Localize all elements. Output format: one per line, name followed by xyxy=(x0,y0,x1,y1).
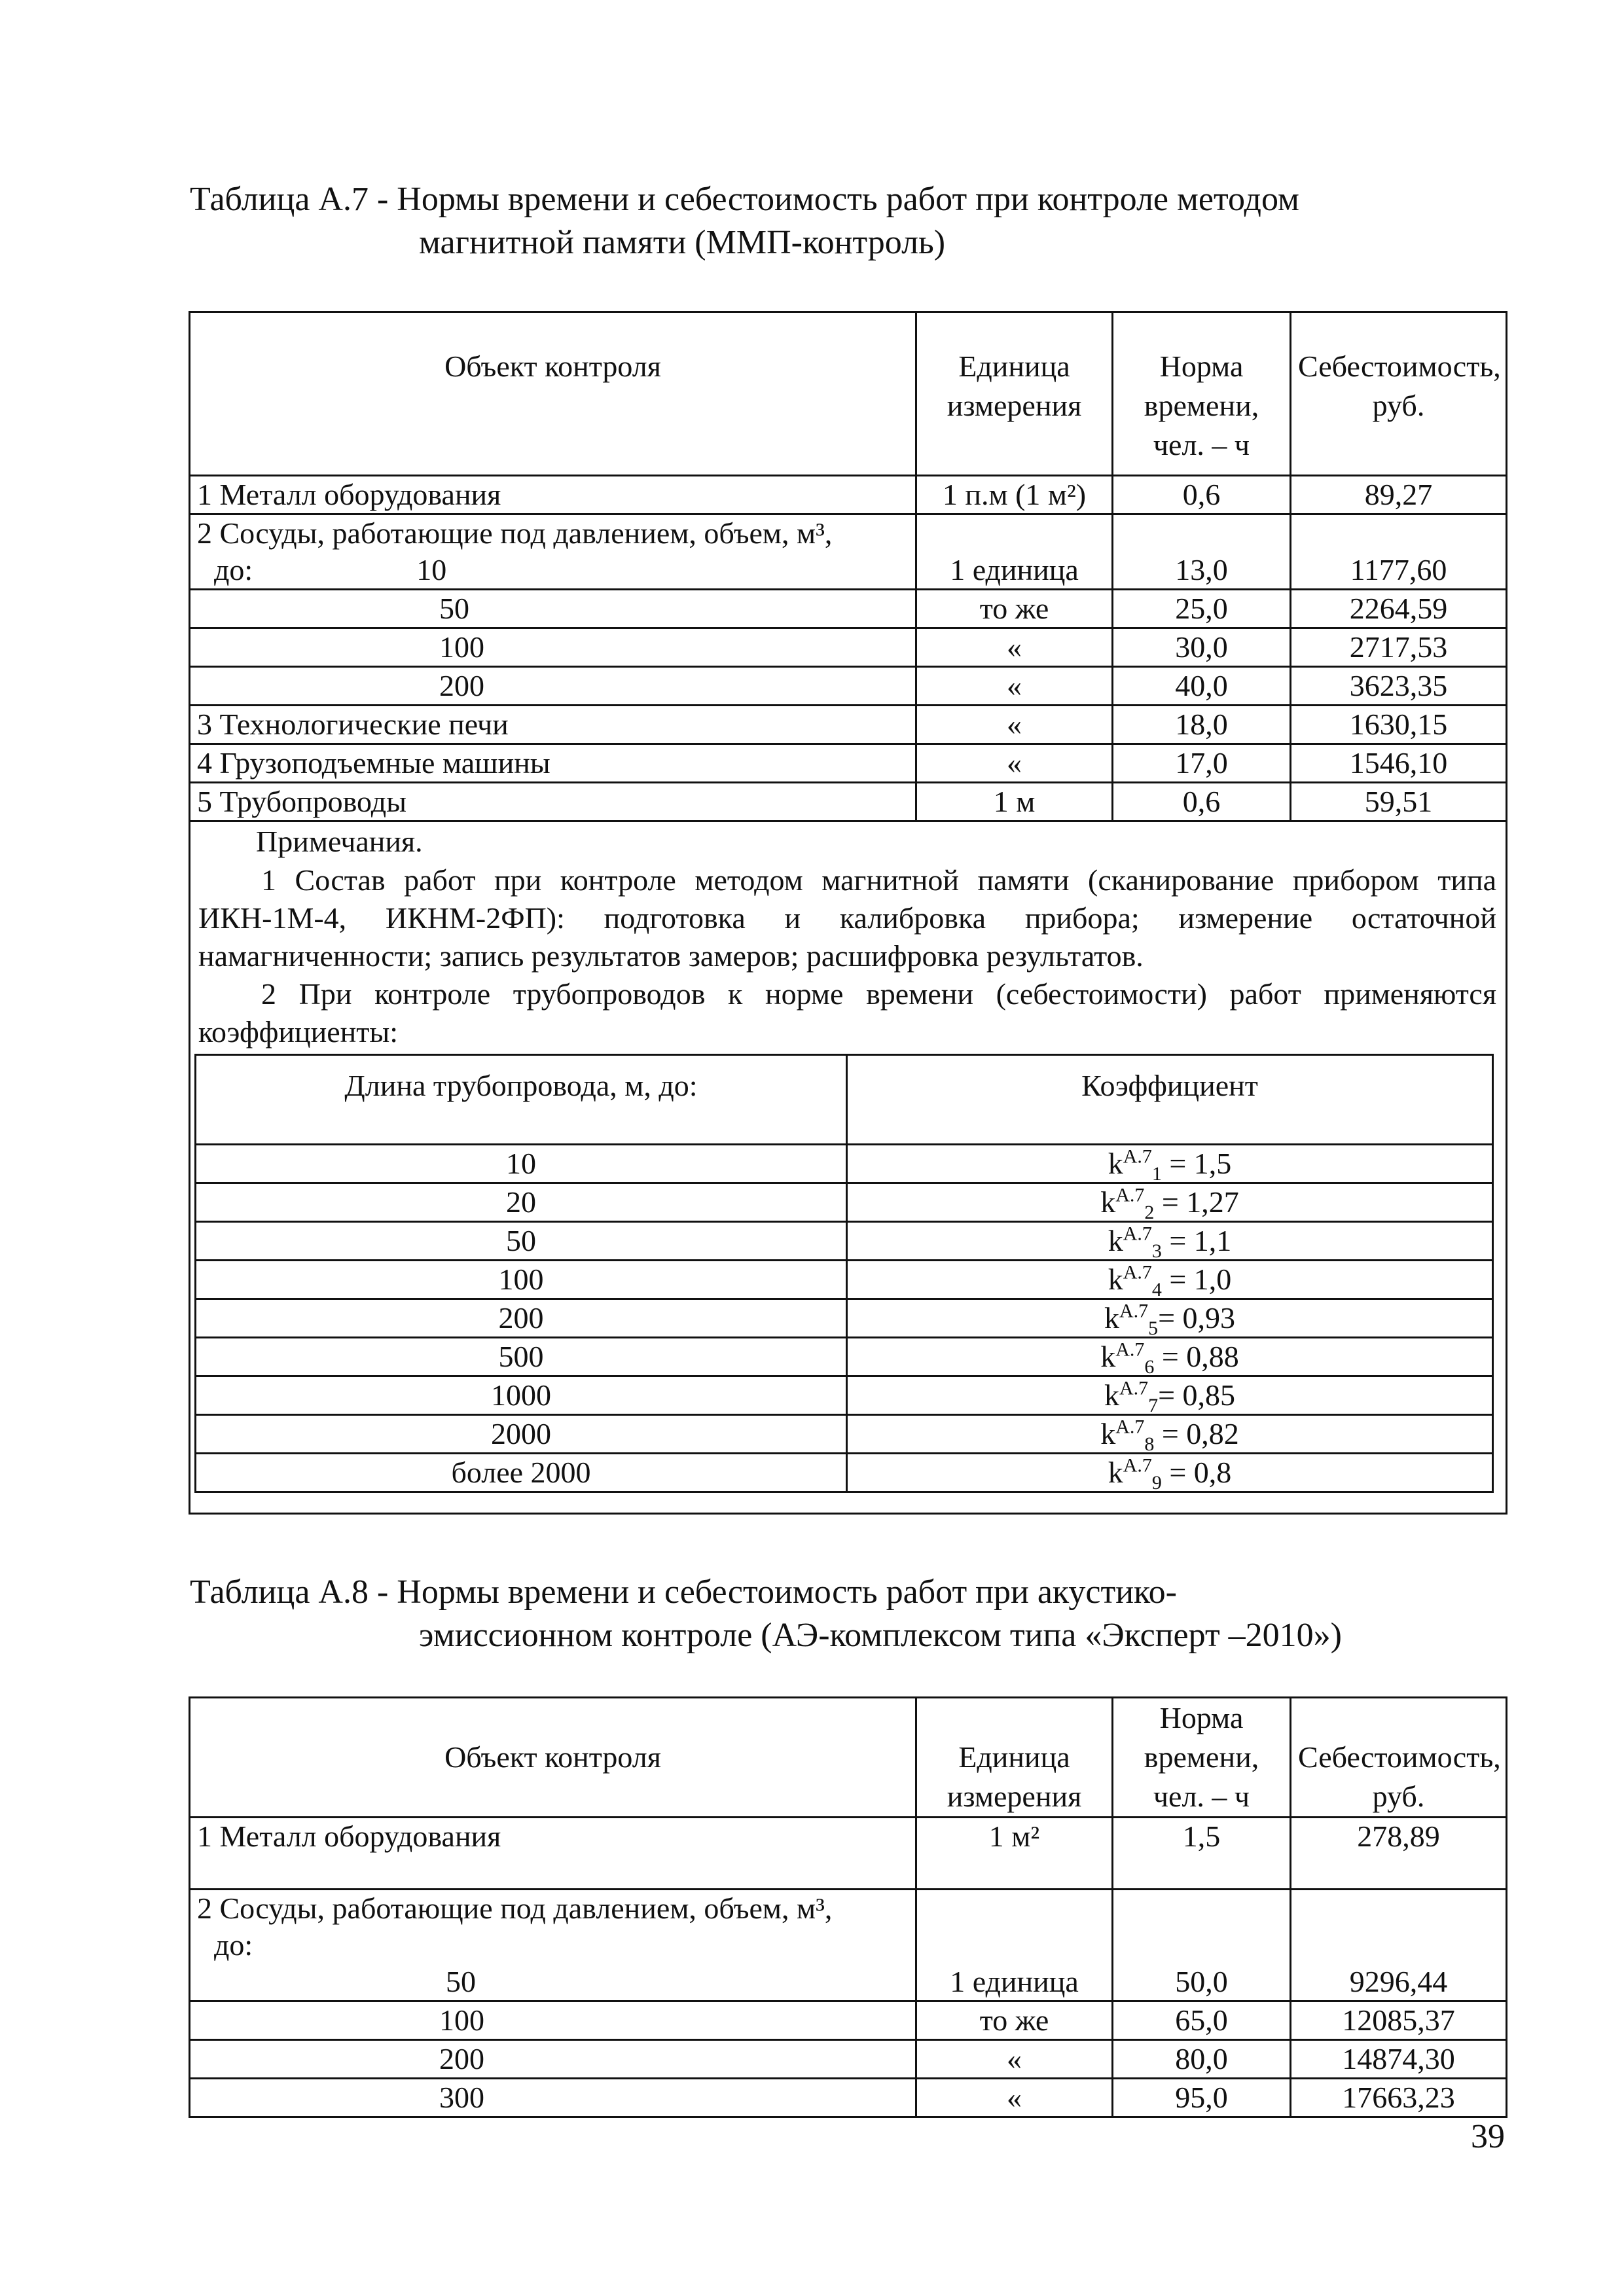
coef-number: = 0,88 xyxy=(1154,1340,1239,1373)
vessel-volume: 10 xyxy=(416,553,447,586)
coef-value xyxy=(847,1376,1493,1415)
coef-value xyxy=(847,1338,1493,1376)
row-norm: 17,0 xyxy=(1113,744,1291,783)
row-unit: « xyxy=(916,628,1113,667)
coef-number: = 0,85 xyxy=(1158,1378,1236,1412)
coefficient-table xyxy=(194,1054,1494,1493)
table7-header-unit: Единица измерения xyxy=(916,312,1113,476)
row-cost: 2717,53 xyxy=(1291,628,1507,667)
vessel-volume: 50 xyxy=(446,1965,476,1998)
row-unit: 1 м xyxy=(916,783,1113,821)
row-cost: 1546,10 xyxy=(1291,744,1507,783)
notes-title: Примечания. xyxy=(256,825,423,858)
table8-header-object: Объект контроля xyxy=(190,1698,916,1818)
coef-superscript: А.7 xyxy=(1123,1223,1152,1245)
table-row xyxy=(190,1890,1507,2001)
table8-header-norm: Норма времени, чел. – ч xyxy=(1113,1698,1291,1818)
coef-k: k xyxy=(1108,1147,1123,1180)
table-row xyxy=(190,706,1507,744)
row-unit: « xyxy=(916,667,1113,706)
row-unit: то же xyxy=(916,590,1113,628)
coef-k: k xyxy=(1108,1263,1123,1296)
vessel-volume: 100 xyxy=(190,628,916,667)
row-object-name: 5 Трубопроводы xyxy=(190,783,916,821)
coef-row xyxy=(196,1222,1493,1261)
row-norm: 80,0 xyxy=(1113,2040,1291,2079)
vessels-label: 2 Сосуды, работающие под давлением, объем, м³, xyxy=(197,1892,833,1925)
coef-subscript: 7 xyxy=(1148,1395,1159,1417)
note-1: 1 Состав работ при контроле методом магнитной памяти (сканирование прибором типа ИКН-1М-4, ИКНМ-2ФП): подготовка и калибровка прибора; измерение остаточной намагниченности; запись результатов замеров; расшифровка результатов. xyxy=(198,863,1496,973)
coef-k: k xyxy=(1108,1224,1123,1257)
row-cost: 1630,15 xyxy=(1291,706,1507,744)
vessels-label-cell xyxy=(190,514,916,590)
table-row xyxy=(190,476,1507,514)
row-unit: 1 единица xyxy=(916,514,1113,590)
table-row xyxy=(190,628,1507,667)
table8-header-cost: Себестоимость, руб. xyxy=(1291,1698,1507,1818)
table8-title-line1: Таблица А.8 - Нормы времени и себестоимость работ при акустико- xyxy=(190,1573,1177,1611)
note-2: 2 При контроле трубопроводов к норме времени (себестоимости) работ применяются коэффициенты: xyxy=(198,977,1496,1049)
row-unit: то же xyxy=(916,2001,1113,2040)
coef-value xyxy=(847,1454,1493,1492)
row-cost: 1177,60 xyxy=(1291,514,1507,590)
row-norm: 40,0 xyxy=(1113,667,1291,706)
coef-superscript: А.7 xyxy=(1123,1261,1152,1283)
coef-subscript: 4 xyxy=(1151,1279,1162,1301)
coef-value xyxy=(847,1299,1493,1338)
notes-cell xyxy=(190,821,1507,1514)
row-norm: 65,0 xyxy=(1113,2001,1291,2040)
vessels-label-cell xyxy=(190,1890,916,2001)
coef-superscript: А.7 xyxy=(1119,1300,1149,1322)
row-unit: « xyxy=(916,2079,1113,2117)
table-row xyxy=(190,2040,1507,2079)
coef-number: = 0,93 xyxy=(1158,1301,1236,1335)
coef-row xyxy=(196,1183,1493,1222)
vessel-volume: 300 xyxy=(190,2079,916,2117)
coef-row xyxy=(196,1454,1493,1492)
coef-length: 200 xyxy=(196,1299,847,1338)
coef-subscript: 5 xyxy=(1148,1318,1159,1340)
table7-header-object: Объект контроля xyxy=(190,312,916,476)
row-object-name: 1 Металл оборудования xyxy=(190,476,916,514)
row-unit: « xyxy=(916,2040,1113,2079)
row-unit: « xyxy=(916,744,1113,783)
row-cost: 17663,23 xyxy=(1291,2079,1507,2117)
row-norm: 25,0 xyxy=(1113,590,1291,628)
coef-superscript: А.7 xyxy=(1115,1416,1145,1438)
coef-row xyxy=(196,1415,1493,1454)
vessel-volume: 200 xyxy=(190,667,916,706)
row-object-name: 4 Грузоподъемные машины xyxy=(190,744,916,783)
vessels-do-label: до: xyxy=(214,1928,253,1962)
table7-title-line2: магнитной памяти (ММП-контроль) xyxy=(419,224,946,261)
coef-value xyxy=(847,1261,1493,1299)
coef-number: = 1,5 xyxy=(1161,1147,1232,1180)
row-cost: 89,27 xyxy=(1291,476,1507,514)
row-norm: 0,6 xyxy=(1113,476,1291,514)
coef-value xyxy=(847,1145,1493,1183)
coef-number: = 1,27 xyxy=(1154,1185,1239,1219)
coef-row xyxy=(196,1376,1493,1415)
row-norm: 18,0 xyxy=(1113,706,1291,744)
vessels-do-label: до: xyxy=(214,553,253,586)
coef-number: = 0,82 xyxy=(1154,1417,1239,1450)
table8-title-line2: эмиссионном контроле (АЭ-комплексом типа «Эксперт –2010») xyxy=(419,1617,1342,1654)
coef-row xyxy=(196,1299,1493,1338)
table8 xyxy=(189,1696,1507,2118)
table-row xyxy=(190,1818,1507,1890)
coef-header-length: Длина трубопровода, м, до: xyxy=(196,1055,847,1145)
coef-length: 2000 xyxy=(196,1415,847,1454)
row-norm: 95,0 xyxy=(1113,2079,1291,2117)
row-cost: 278,89 xyxy=(1291,1818,1507,1890)
vessel-volume: 200 xyxy=(190,2040,916,2079)
coef-length: 1000 xyxy=(196,1376,847,1415)
coef-length: 50 xyxy=(196,1222,847,1261)
row-cost: 3623,35 xyxy=(1291,667,1507,706)
table7 xyxy=(189,311,1507,1515)
coef-header-value: Коэффициент xyxy=(847,1055,1493,1145)
coef-k: k xyxy=(1100,1417,1116,1450)
coef-length: 100 xyxy=(196,1261,847,1299)
row-cost: 14874,30 xyxy=(1291,2040,1507,2079)
row-object-name: 3 Технологические печи xyxy=(190,706,916,744)
coef-length: более 2000 xyxy=(196,1454,847,1492)
table-row xyxy=(190,514,1507,590)
vessel-volume: 50 xyxy=(190,590,916,628)
vessel-volume: 100 xyxy=(190,2001,916,2040)
row-cost: 59,51 xyxy=(1291,783,1507,821)
row-cost: 12085,37 xyxy=(1291,2001,1507,2040)
row-cost: 9296,44 xyxy=(1291,1890,1507,2001)
coef-subscript: 2 xyxy=(1144,1202,1155,1224)
coef-superscript: А.7 xyxy=(1115,1184,1145,1206)
coef-superscript: А.7 xyxy=(1119,1377,1149,1399)
coef-number: = 1,0 xyxy=(1161,1263,1232,1296)
table-row xyxy=(190,783,1507,821)
coef-superscript: А.7 xyxy=(1123,1145,1152,1168)
coef-number: = 0,8 xyxy=(1161,1456,1232,1489)
row-norm: 1,5 xyxy=(1113,1818,1291,1890)
row-norm: 13,0 xyxy=(1113,514,1291,590)
coef-superscript: А.7 xyxy=(1123,1454,1152,1477)
table7-header-cost: Себестоимость, руб. xyxy=(1291,312,1507,476)
table-row xyxy=(190,590,1507,628)
row-unit: 1 единица xyxy=(916,1890,1113,2001)
coef-number: = 1,1 xyxy=(1161,1224,1232,1257)
coef-subscript: 3 xyxy=(1151,1240,1162,1263)
coef-length: 20 xyxy=(196,1183,847,1222)
row-cost: 2264,59 xyxy=(1291,590,1507,628)
coef-superscript: А.7 xyxy=(1115,1338,1145,1361)
row-norm: 50,0 xyxy=(1113,1890,1291,2001)
row-unit: « xyxy=(916,706,1113,744)
table7-title-line1: Таблица А.7 - Нормы времени и себестоимость работ при контроле методом xyxy=(190,181,1299,218)
row-norm: 0,6 xyxy=(1113,783,1291,821)
coef-value xyxy=(847,1183,1493,1222)
page-number: 39 xyxy=(1471,2118,1505,2155)
table-row xyxy=(190,2001,1507,2040)
coef-subscript: 8 xyxy=(1144,1433,1155,1456)
coef-k: k xyxy=(1108,1456,1123,1489)
coef-row xyxy=(196,1145,1493,1183)
coef-length: 10 xyxy=(196,1145,847,1183)
coef-subscript: 1 xyxy=(1151,1163,1162,1185)
coef-k: k xyxy=(1100,1185,1116,1219)
coef-value xyxy=(847,1222,1493,1261)
coef-row xyxy=(196,1338,1493,1376)
table-row xyxy=(190,744,1507,783)
coef-subscript: 9 xyxy=(1151,1472,1162,1494)
coef-value xyxy=(847,1415,1493,1454)
coef-row xyxy=(196,1261,1493,1299)
table8-header-unit: Единица измерения xyxy=(916,1698,1113,1818)
table-row xyxy=(190,2079,1507,2117)
coef-length: 500 xyxy=(196,1338,847,1376)
row-norm: 30,0 xyxy=(1113,628,1291,667)
coef-k: k xyxy=(1100,1340,1116,1373)
table7-header-norm: Норма времени, чел. – ч xyxy=(1113,312,1291,476)
row-unit: 1 м² xyxy=(916,1818,1113,1890)
vessels-label: 2 Сосуды, работающие под давлением, объем, м³, xyxy=(197,516,833,550)
coef-subscript: 6 xyxy=(1144,1356,1155,1378)
table-row xyxy=(190,667,1507,706)
coef-k: k xyxy=(1104,1301,1119,1335)
coef-k: k xyxy=(1104,1378,1119,1412)
row-object-name: 1 Металл оборудования xyxy=(190,1818,916,1890)
row-unit: 1 п.м (1 м²) xyxy=(916,476,1113,514)
